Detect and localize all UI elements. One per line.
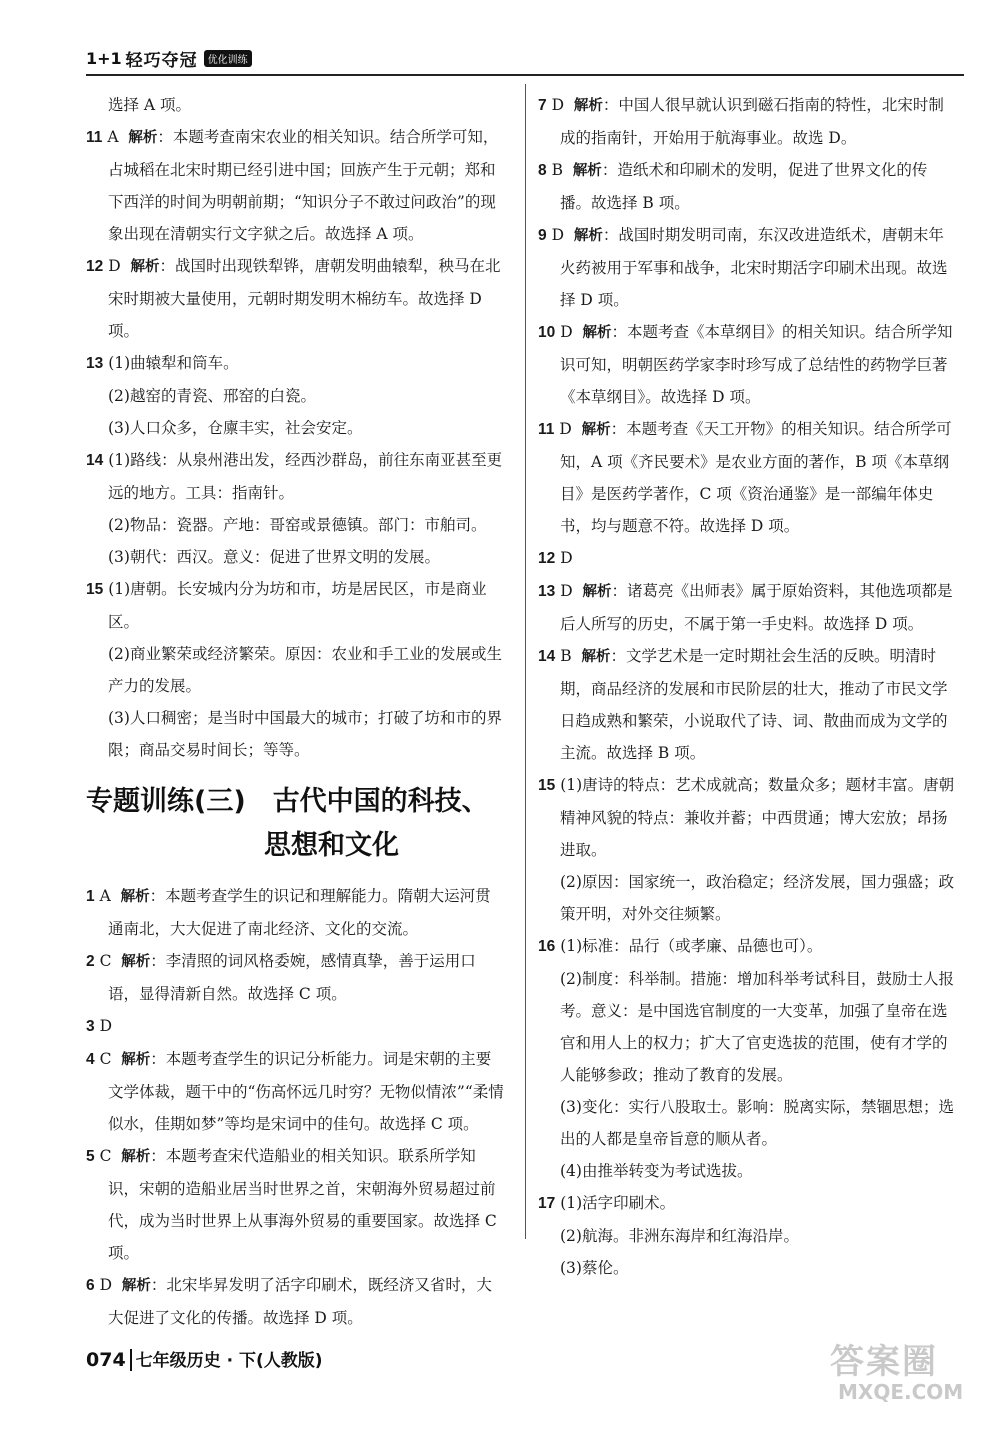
section-title: 专题训练(三) 古代中国的科技、 思想和文化 (86, 786, 489, 861)
logo-mark: 1+1 (86, 49, 122, 68)
answer-item: 6 D 解析：北宋毕昇发明了活字印刷术，既经济又省时，大大促进了文化的传播。故选择 D 项。 (86, 1276, 492, 1327)
answer-item: 8 B 解析：造纸术和印刷术的发明，促进了世界文化的传播。故选择 B 项。 (538, 161, 928, 212)
answer-subitem: (3)朝代：西汉。意义：促进了世界文明的发展。 (108, 548, 440, 566)
answer-item: 5 C 解析：本题考查宋代造船业的相关知识。联系所学知识，宋朝的造船业居当时世界之首，宋朝海外贸易超过前代，成为当时世界上从事海外贸易的重要国家。故选择 C 项。 (86, 1147, 497, 1262)
answer-item: 11 A 解析：本题考查南宋农业的相关知识。结合所学可知，占城稻在北宋时期已经引进中国；回族产生于元朝；郑和下西洋的时间为明朝前期；“知识分子不敢过问政治”的现象出现在清朝实行文字狱之后。故选择 A 项。 (86, 128, 499, 243)
answer-item: 15 (1)唐朝。长安城内分为坊和市，坊是居民区，市是商业区。 (86, 580, 487, 631)
answer-subitem: (3)人口众多，仓廪丰实，社会安定。 (108, 419, 363, 437)
answer-item: 12 D 解析：战国时出现铁犁铧，唐朝发明曲辕犁，秧马在北宋时期被大量使用，元朝时期发明木棉纺车。故选择 D 项。 (86, 257, 501, 340)
answer-subitem: (2)制度：科举制。措施：增加科举考试科目，鼓励士人报考。意义：是中国选官制度的一大变革，加强了皇帝在选官和用人上的权力；扩大了官吏选拔的范围，使有才学的人能够参政；推动了教育的发展。 (560, 970, 954, 1084)
answer-item: 4 C 解析：本题考查学生的识记分析能力。词是宋朝的主要文学体裁，题干中的“伤高怀远几时穷？无物似情浓”“柔情似水，佳期如梦”等均是宋词中的佳句。故选择 C 项。 (86, 1050, 504, 1133)
watermark (830, 1334, 980, 1414)
right-column (538, 89, 956, 1284)
answer-item: 11 D 解析：本题考查《天工开物》的相关知识。结合所学可知，A 项《齐民要术》是农业方面的著作，B 项《本草纲目》是医药学著作，C 项《资治通鉴》是一部编年体史书，均与题意不符。故选择 D 项。 (538, 420, 952, 535)
page-header (86, 44, 964, 76)
answer-subitem: (3)人口稠密；是当时中国最大的城市；打破了坊和市的界限；商品交易时间长；等等。 (108, 709, 502, 759)
answer-item: 9 D 解析：战国时期发明司南，东汉改进造纸术，唐朝末年火药被用于军事和战争，北宋时期活字印刷术出现。故选择 D 项。 (538, 226, 948, 309)
answer-subitem: (2)商业繁荣或经济繁荣。原因：农业和手工业的发展或生产力的发展。 (108, 645, 502, 695)
watermark-url: MXQE.COM (838, 1380, 964, 1404)
book-title: 七年级历史 · 下(人教版) (135, 1351, 323, 1371)
answer-subitem: (3)变化：实行八股取士。影响：脱离实际，禁锢思想；选出的人都是皇帝旨意的顺从者。 (560, 1098, 954, 1148)
answer-item: 10 D 解析：本题考查《本草纲目》的相关知识。结合所学知识可知，明朝医药学家李时珍写成了总结性的药物学巨著《本草纲目》。故选择 D 项。 (538, 323, 953, 406)
column-divider (525, 84, 526, 1239)
answer-item: 13 (1)曲辕犁和筒车。 (86, 354, 239, 372)
answer-item: 13 D 解析：诸葛亮《出师表》属于原始资料，其他选项都是后人所写的历史，不属于第一手史料。故选择 D 项。 (538, 582, 953, 633)
brand-logo (86, 46, 252, 71)
answer-subitem: (3)蔡伦。 (560, 1259, 629, 1277)
answer-item: 7 D 解析：中国人很早就认识到磁石指南的特性，北宋时制成的指南针，开始用于航海事业。故选 D。 (538, 96, 944, 147)
answer-item: 15 (1)唐诗的特点：艺术成就高；数量众多；题材丰富。唐朝精神风貌的特点：兼收并蓄；中西贯通；博大宏放；昂扬进取。 (538, 776, 955, 859)
answer-item: 2 C 解析：李清照的词风格委婉，感情真挚，善于运用口语，显得清新自然。故选择 C 项。 (86, 952, 476, 1003)
answer-subitem: (2)物品：瓷器。产地：哥窑或景德镇。部门：市舶司。 (108, 516, 487, 534)
page-footer (86, 1346, 323, 1371)
page-number: 074 (86, 1349, 132, 1371)
answer-item: 12 D (538, 549, 573, 567)
logo-badge: 优化训练 (204, 50, 252, 67)
left-column (86, 89, 504, 1334)
answer-item: 3 D (86, 1017, 112, 1035)
answer-item: 17 (1)活字印刷术。 (538, 1194, 676, 1212)
answer-item: 1 A 解析：本题考查学生的识记和理解能力。隋朝大运河贯通南北，大大促进了南北经济、文化的交流。 (86, 887, 491, 938)
answer-subitem: (4)由推举转变为考试选拔。 (560, 1162, 753, 1180)
answer-subitem: (2)航海。非洲东海岸和红海沿岸。 (560, 1227, 799, 1245)
answer-subitem: (2)原因：国家统一，政治稳定；经济发展，国力强盛；政策开明，对外交往频繁。 (560, 873, 954, 923)
answer-subitem: (2)越窑的青瓷、邢窑的白瓷。 (108, 387, 316, 405)
logo-text: 轻巧夺冠 (125, 51, 198, 71)
watermark-logo: 答案圈 (830, 1342, 938, 1382)
continuation-text: 选择 A 项。 (108, 96, 192, 114)
answer-item: 14 B 解析：文学艺术是一定时期社会生活的反映。明清时期，商品经济的发展和市民阶层的壮大，推动了市民文学日趋成熟和繁荣，小说取代了诗、词、散曲而成为文学的主流。故选择 B 项。 (538, 647, 948, 762)
answer-item: 16 (1)标准：品行（或孝廉、品德也可）。 (538, 937, 823, 955)
answer-item: 14 (1)路线：从泉州港出发，经西沙群岛，前往东南亚甚至更远的地方。工具：指南针。 (86, 451, 503, 502)
